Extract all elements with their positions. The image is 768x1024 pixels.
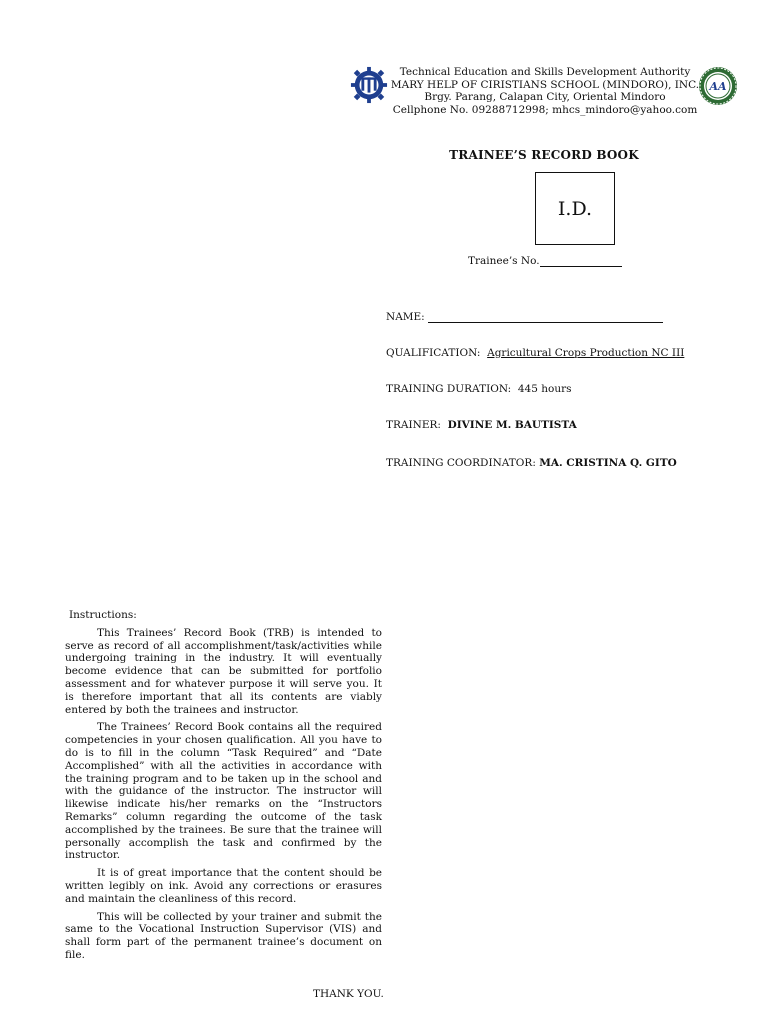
name-field — [386, 311, 663, 323]
duration-value: 445 hours — [517, 383, 572, 395]
instructions-paragraph-3: It is of great importance that the content should be written legibly on ink. Avoid any corrections or erasures and maintain the cleanliness of this record. — [65, 867, 382, 905]
trainee-number-blank[interactable] — [540, 256, 622, 267]
coordinator-value: MA. CRISTINA Q. GITO — [539, 457, 677, 469]
instructions-section — [65, 609, 382, 967]
tesda-logo-icon — [350, 66, 388, 104]
coordinator-field — [386, 457, 677, 469]
trainer-value: DIVINE M. BAUTISTA — [447, 419, 577, 431]
qualification-value: Agricultural Crops Production NC III — [487, 347, 685, 359]
qualification-field — [386, 347, 684, 359]
header-agency: Technical Education and Skills Development Authority — [399, 66, 691, 78]
qualification-label: QUALIFICATION: — [386, 347, 481, 359]
trainer-label: TRAINER: — [386, 419, 441, 431]
duration-field — [386, 383, 572, 395]
instructions-paragraph-1: This Trainees’ Record Book (TRB) is intended to serve as record of all accomplishment/task/activities while undergoing training in the industry. It will eventually become evidence that can be submitted for portfolio assessment and for whatever purpose it will serve you. It is therefore important that all its contents are viably entered by both the trainees and instructor. — [65, 626, 382, 716]
instructions-paragraph-4: This will be collected by your trainer and submit the same to the Vocational Instruction Supervisor (VIS) and shall form part of the permanent trainee’s document on file. — [65, 910, 382, 961]
school-seal-icon — [698, 66, 738, 106]
coordinator-label: TRAINING COORDINATOR: — [386, 457, 536, 469]
school-header — [386, 66, 704, 116]
trainee-number-field — [468, 255, 622, 267]
header-contact: Cellphone No. 09288712998; mhcs_mindoro@yahoo.com — [392, 103, 698, 116]
name-label: NAME: — [386, 311, 425, 323]
name-blank[interactable] — [428, 312, 663, 323]
instructions-paragraph-2: The Trainees’ Record Book contains all the required competencies in your chosen qualification. All you have to do is to fill in the column “Task Required” and “Date Accomplished” with all the activities in accordance with the training program and to be taken up in the school and with the guidance of the instructor. The instructor will likewise indicate his/her remarks on the “Instructors Remarks” column regarding the outcome of the task accomplished by the trainees. Be sure that the trainee will personally accomplish the task and confirmed by the instructor. — [65, 721, 382, 862]
id-box-label: I.D. — [557, 197, 593, 220]
instructions-heading: Instructions: — [69, 609, 137, 621]
duration-label: TRAINING DURATION: — [386, 383, 512, 395]
trainee-number-label: Trainee’s No. — [468, 255, 540, 267]
svg-text:AA: AA — [709, 80, 727, 93]
header-school-name: MARY HELP OF CIRISTIANS SCHOOL (MINDORO), INC. — [390, 78, 700, 91]
page-title: TRAINEE’S RECORD BOOK — [449, 148, 639, 162]
closing-thank-you: THANK YOU. — [313, 988, 384, 1000]
header-address: Brgy. Parang, Calapan City, Oriental Mindoro — [424, 91, 666, 104]
id-photo-box — [535, 172, 615, 245]
trainer-field — [386, 419, 577, 431]
